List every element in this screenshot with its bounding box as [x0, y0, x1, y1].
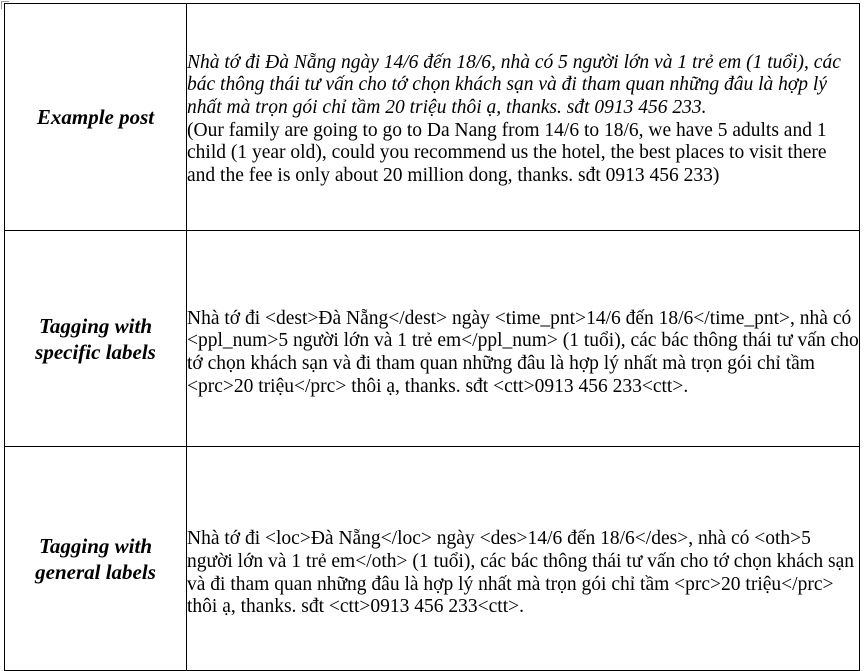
example-post-cell	[187, 4, 860, 231]
example-post-vietnamese: Nhà tớ đi Đà Nẵng ngày 14/6 đến 18/6, nhà có 5 người lớn và 1 trẻ em (1 tuổi), các bác thông thái tư vấn cho tớ chọn khách sạn và đi tham quan những đâu là hợp lý nhất mà trọn gói chỉ tầm 20 triệu thôi ạ, thanks. sđt 0913 456 233.	[187, 51, 841, 118]
specific-labels-text: Nhà tớ đi <dest>Đà Nẵng</dest> ngày <time_pnt>14/6 đến 18/6</time_pnt>, nhà có <ppl_num>5 người lớn và 1 trẻ em</ppl_num> (1 tuổi), các bác thông thái tư vấn cho tớ chọn khách sạn và đi tham quan những đâu là hợp lý nhất mà trọn gói chỉ tầm <prc>20 triệu</prc> thôi ạ, thanks. sđt <ctt>0913 456 233<ctt>.	[187, 307, 859, 397]
table-row-specific-labels	[5, 231, 860, 447]
tagging-examples-table	[4, 3, 860, 671]
general-labels-text: Nhà tớ đi <loc>Đà Nẵng</loc> ngày <des>14/6 đến 18/6</des>, nhà có <oth>5 người lớn và 1 trẻ em</oth> (1 tuổi), các bác thông thái tư vấn cho tớ chọn khách sạn và đi tham quan những đâu là hợp lý nhất mà trọn gói chỉ tầm <prc>20 triệu</prc> thôi ạ, thanks. sđt <ctt>0913 456 233<ctt>.	[187, 528, 855, 618]
table-row-example-post	[5, 4, 860, 231]
row-label-general-labels: Tagging with general labels	[5, 447, 187, 671]
table-row-general-labels	[5, 447, 860, 671]
general-labels-cell	[187, 447, 860, 671]
example-post-english: (Our family are going to go to Da Nang from 14/6 to 18/6, we have 5 adults and 1 child (1 year old), could you recommend us the hotel, the best places to visit there and the fee is only about 20 million dong, thanks. sđt 0913 456 233)	[187, 119, 827, 186]
row-label-example-post: Example post	[5, 4, 187, 231]
specific-labels-cell	[187, 231, 860, 447]
row-label-specific-labels: Tagging with specific labels	[5, 231, 187, 447]
